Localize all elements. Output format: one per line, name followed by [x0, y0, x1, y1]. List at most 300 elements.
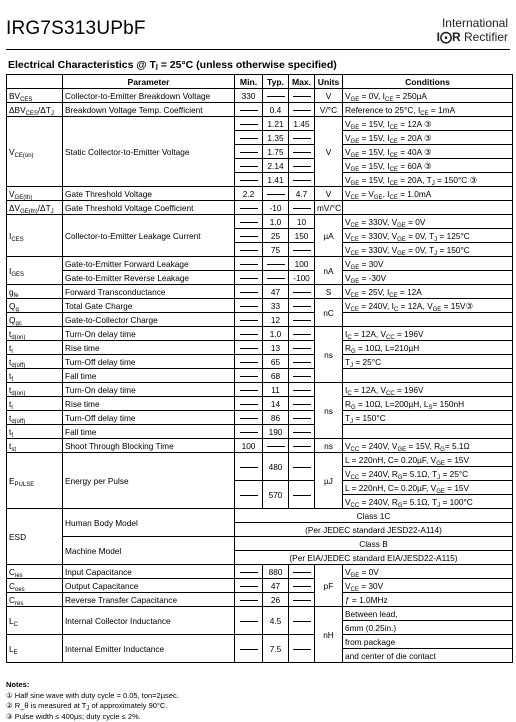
- dash-mark: [240, 404, 258, 405]
- cell-conditions: $R_G = 10\Omega$, L=200µH, $L_S= 150nH$: [343, 397, 513, 411]
- dash-mark: [240, 180, 258, 181]
- notes-title: Notes:: [6, 680, 30, 689]
- cell-typ: [263, 439, 289, 453]
- cell-max: [289, 397, 315, 411]
- cell-parameter: Gate Threshold Voltage: [63, 187, 235, 201]
- cell-min: [235, 383, 263, 397]
- cell-max: [289, 299, 315, 313]
- table-row: [7, 341, 513, 355]
- cell-units: V: [315, 89, 343, 103]
- cell-symbol: $E_{PULSE}$: [7, 453, 63, 509]
- cell-symbol: $\Delta V_{GE(th)}/\Delta T_J$: [7, 201, 63, 215]
- cell-typ: [263, 187, 289, 201]
- page-header: [0, 0, 516, 52]
- cell-conditions: $V_{GE} = 0V$, $I_{CE} = 250\mu A$: [343, 89, 513, 103]
- cell-min: [235, 411, 263, 425]
- cell-max: 100: [289, 257, 315, 271]
- cell-typ: 480: [263, 453, 289, 481]
- dash-mark: [240, 572, 258, 573]
- cell-units: nA: [315, 257, 343, 285]
- cell-symbol: $g_{fe}$: [7, 285, 63, 299]
- dash-mark: [240, 152, 258, 153]
- table-row: [7, 383, 513, 397]
- cell-min: [235, 453, 263, 481]
- cell-symbol: $I_{GES}$: [7, 257, 63, 285]
- cell-typ: [263, 257, 289, 271]
- dash-mark: [293, 348, 311, 349]
- cell-conditions: $I_C = 12A$, $V_{CC} = 196V$: [343, 327, 513, 341]
- cell-min: 330: [235, 89, 263, 103]
- cell-typ: 12: [263, 313, 289, 327]
- table-row: [7, 187, 513, 201]
- dash-mark: [293, 621, 311, 622]
- cell-conditions: $V_{GE} = 15V$, $I_{CE} = 12A$ ③: [343, 117, 513, 131]
- cell-conditions: [343, 201, 513, 215]
- cell-units: µJ: [315, 453, 343, 509]
- cell-conditions: $V_{CC} = 240V$, $R_G= 5.1\Omega$, $T_J = 25^\circ C$: [343, 467, 513, 481]
- table-row: [7, 103, 513, 117]
- cell-units: mV/°C: [315, 201, 343, 215]
- cell-max: 4.7: [289, 187, 315, 201]
- table-row: [7, 355, 513, 369]
- cell-symbol: $C_{oes}$: [7, 579, 63, 593]
- cell-parameter: Rise time: [63, 341, 235, 355]
- cell-conditions: L = 220nH, C= 0.20µF, $V_{GE} = 15V$: [343, 453, 513, 467]
- cell-typ: 1.21: [263, 117, 289, 131]
- cell-max: [289, 131, 315, 145]
- cell-units: ns: [315, 383, 343, 439]
- cell-min: [235, 593, 263, 607]
- cell-conditions: Class 1C: [235, 509, 513, 523]
- cell-typ: 2.14: [263, 159, 289, 173]
- dash-mark: [293, 432, 311, 433]
- cell-symbol: $V_{CE(on)}$: [7, 117, 63, 187]
- dash-mark: [267, 278, 285, 279]
- cell-symbol: $C_{res}$: [7, 593, 63, 607]
- table-row: [7, 425, 513, 439]
- cell-symbol: $t_{d(on)}$: [7, 383, 63, 397]
- dash-mark: [293, 467, 311, 468]
- cell-parameter: Gate-to-Emitter Reverse Leakage: [63, 271, 235, 285]
- table-row: [7, 537, 513, 551]
- header-conditions: Conditions: [343, 75, 513, 89]
- dash-mark: [240, 362, 258, 363]
- dash-mark: [240, 467, 258, 468]
- dash-mark: [293, 572, 311, 573]
- dash-mark: [293, 390, 311, 391]
- cell-min: [235, 271, 263, 285]
- cell-parameter: Output Capacitance: [63, 579, 235, 593]
- dash-mark: [240, 649, 258, 650]
- table-body: [7, 89, 513, 663]
- cell-min: [235, 355, 263, 369]
- header-max: Max.: [289, 75, 315, 89]
- cell-conditions: (Per JEDEC standard JESD22-A114): [235, 523, 513, 537]
- cell-max: [289, 145, 315, 159]
- cell-conditions: $V_{CE} = 330V$, $V_{GE} = 0V$: [343, 215, 513, 229]
- cell-min: [235, 635, 263, 663]
- cell-units: nH: [315, 607, 343, 663]
- cell-symbol: $BV_{CES}$: [7, 89, 63, 103]
- section-title: Electrical Characteristics @ Tⱼ = 25°C (unless otherwise specified): [8, 59, 337, 71]
- table-row: [7, 257, 513, 271]
- dash-mark: [293, 334, 311, 335]
- dash-mark: [293, 649, 311, 650]
- dash-mark: [240, 348, 258, 349]
- cell-parameter: Gate Threshold Voltage Coefficient: [63, 201, 235, 215]
- brand-name: International: [441, 16, 508, 30]
- dash-mark: [240, 292, 258, 293]
- table-row: [7, 285, 513, 299]
- cell-parameter: Input Capacitance: [63, 565, 235, 579]
- dash-mark: [293, 495, 311, 496]
- dash-mark: [240, 110, 258, 111]
- cell-typ: 880: [263, 565, 289, 579]
- cell-max: [289, 313, 315, 327]
- cell-conditions: $V_{CE} = 25V$, $I_{CE} = 12A$: [343, 285, 513, 299]
- cell-max: [289, 579, 315, 593]
- table-row: [7, 299, 513, 313]
- header-rule: [6, 49, 510, 50]
- cell-min: [235, 103, 263, 117]
- cell-symbol: $\Delta BV_{CES}/\Delta T_J$: [7, 103, 63, 117]
- table-row: [7, 201, 513, 215]
- dash-mark: [240, 600, 258, 601]
- cell-parameter: Machine Model: [63, 537, 235, 565]
- dash-mark: [240, 124, 258, 125]
- cell-conditions: (Per EIA/JEDEC standard EIA/JESD22-A115): [235, 551, 513, 565]
- brand-logo: [437, 30, 508, 44]
- cell-conditions: $V_{CE} = 240V$, $I_C = 12A$, $V_{GE}$ = 15V③: [343, 299, 513, 313]
- cell-conditions: [343, 313, 513, 327]
- table-row: [7, 565, 513, 579]
- dash-mark: [240, 264, 258, 265]
- cell-min: [235, 159, 263, 173]
- table-row: [7, 453, 513, 467]
- dash-mark: [240, 138, 258, 139]
- cell-units: V/°C: [315, 103, 343, 117]
- cell-max: [289, 327, 315, 341]
- cell-max: [289, 243, 315, 257]
- part-number: IRG7S313UPbF: [6, 18, 146, 39]
- dash-mark: [240, 166, 258, 167]
- cell-conditions: $I_C = 12A$, $V_{CC} = 196V$: [343, 383, 513, 397]
- header-symbol: [7, 75, 63, 89]
- cell-typ: [263, 271, 289, 285]
- cell-max: [289, 201, 315, 215]
- dash-mark: [240, 390, 258, 391]
- table-header-row: [7, 75, 513, 89]
- dash-mark: [267, 446, 285, 447]
- cell-parameter: Turn-Off delay time: [63, 411, 235, 425]
- note-1: ① Half sine wave with duty cycle = 0.05, ton=2µsec.: [6, 690, 179, 700]
- cell-max: 10: [289, 215, 315, 229]
- cell-parameter: Gate-to-Emitter Forward Leakage: [63, 257, 235, 271]
- dash-mark: [293, 418, 311, 419]
- dash-mark: [293, 250, 311, 251]
- cell-conditions: Class B: [235, 537, 513, 551]
- header-typ: Typ.: [263, 75, 289, 89]
- cell-min: [235, 397, 263, 411]
- cell-symbol: $I_{CES}$: [7, 215, 63, 257]
- cell-max: 150: [289, 229, 315, 243]
- cell-typ: 1.0: [263, 327, 289, 341]
- cell-max: [289, 383, 315, 397]
- dash-mark: [293, 96, 311, 97]
- cell-units: nC: [315, 299, 343, 327]
- cell-typ: -10: [263, 201, 289, 215]
- header-units: Units: [315, 75, 343, 89]
- dash-mark: [240, 432, 258, 433]
- cell-units: µA: [315, 215, 343, 257]
- dash-mark: [240, 376, 258, 377]
- cell-parameter: Total Gate Charge: [63, 299, 235, 313]
- cell-conditions: $T_J = 25^\circ C$: [343, 355, 513, 369]
- cell-conditions: Between lead,: [343, 607, 513, 621]
- cell-typ: 1.0: [263, 215, 289, 229]
- cell-min: [235, 131, 263, 145]
- dash-mark: [293, 152, 311, 153]
- cell-parameter: Human Body Model: [63, 509, 235, 537]
- brand-name-line2: Rectifier: [463, 30, 508, 44]
- cell-max: [289, 425, 315, 439]
- cell-typ: 1.41: [263, 173, 289, 187]
- cell-parameter: Turn-On delay time: [63, 327, 235, 341]
- cell-min: [235, 341, 263, 355]
- cell-parameter: Energy per Pulse: [63, 453, 235, 509]
- cell-min: [235, 257, 263, 271]
- cell-symbol: $Q_{gc}$: [7, 313, 63, 327]
- cell-symbol: $L_E$: [7, 635, 63, 663]
- dash-mark: [293, 292, 311, 293]
- cell-conditions: $V_{GE} = 15V$, $I_{CE} = 20A$, $T_J = 150^\circ C$ ③: [343, 173, 513, 187]
- table-row: [7, 89, 513, 103]
- cell-typ: 570: [263, 481, 289, 509]
- cell-parameter: Fall time: [63, 369, 235, 383]
- cell-symbol: $t_{d(on)}$: [7, 327, 63, 341]
- cell-parameter: Gate-to-Collector Charge: [63, 313, 235, 327]
- dash-mark: [293, 208, 311, 209]
- cell-conditions: $V_{GE} = 0V$: [343, 565, 513, 579]
- dash-mark: [240, 495, 258, 496]
- note-3: ③ Pulse width ≤ 400µs; duty cycle ≤ 2%.: [6, 711, 141, 721]
- cell-max: [289, 89, 315, 103]
- table-row: [7, 117, 513, 131]
- dash-mark: [293, 376, 311, 377]
- dash-mark: [293, 166, 311, 167]
- cell-units: ns: [315, 439, 343, 453]
- brand-logo-mark: I⨀R: [436, 30, 461, 44]
- cell-max: [289, 635, 315, 663]
- cell-typ: 190: [263, 425, 289, 439]
- cell-max: [289, 285, 315, 299]
- cell-conditions: $V_{CE} = 330V$, $V_{GE} = 0V$, $T_J = 150^\circ C$: [343, 243, 513, 257]
- cell-conditions: $V_{CC} = 240V$, $V_{GE} = 15V$, $R_G= 5.1\Omega$: [343, 439, 513, 453]
- cell-min: [235, 425, 263, 439]
- cell-typ: 11: [263, 383, 289, 397]
- cell-typ: 33: [263, 299, 289, 313]
- cell-conditions: from package: [343, 635, 513, 649]
- cell-symbol: $t_r$: [7, 341, 63, 355]
- table-row: [7, 593, 513, 607]
- cell-typ: 68: [263, 369, 289, 383]
- cell-parameter: Shoot Through Blocking Time: [63, 439, 235, 453]
- table-row: [7, 607, 513, 621]
- cell-conditions: $T_J = 150^\circ C$: [343, 411, 513, 425]
- cell-max: [289, 103, 315, 117]
- cell-typ: 47: [263, 285, 289, 299]
- dash-mark: [240, 236, 258, 237]
- cell-min: [235, 565, 263, 579]
- cell-max: [289, 593, 315, 607]
- cell-parameter: Forward Transconductance: [63, 285, 235, 299]
- cell-min: [235, 201, 263, 215]
- cell-symbol: $t_{st}$: [7, 439, 63, 453]
- cell-units: V: [315, 187, 343, 201]
- cell-symbol: $V_{GE(th)}$: [7, 187, 63, 201]
- dash-mark: [240, 586, 258, 587]
- table-row: [7, 397, 513, 411]
- cell-min: [235, 243, 263, 257]
- notes: [6, 680, 179, 722]
- cell-parameter: Collector-to-Emitter Leakage Current: [63, 215, 235, 257]
- dash-mark: [240, 320, 258, 321]
- dash-mark: [293, 138, 311, 139]
- cell-typ: 4.5: [263, 607, 289, 635]
- cell-min: [235, 173, 263, 187]
- cell-parameter: Breakdown Voltage Temp. Coefficient: [63, 103, 235, 117]
- cell-typ: 86: [263, 411, 289, 425]
- cell-max: [289, 159, 315, 173]
- cell-conditions: ƒ = 1.0MHz: [343, 593, 513, 607]
- cell-max: [289, 453, 315, 481]
- cell-parameter: Static Collector-to-Emitter Voltage: [63, 117, 235, 187]
- cell-parameter: Collector-to-Emitter Breakdown Voltage: [63, 89, 235, 103]
- cell-max: [289, 439, 315, 453]
- dash-mark: [240, 222, 258, 223]
- cell-symbol: $t_r$: [7, 397, 63, 411]
- cell-typ: 7.5: [263, 635, 289, 663]
- cell-max: [289, 173, 315, 187]
- header-min: Min.: [235, 75, 263, 89]
- cell-parameter: Turn-Off delay time: [63, 355, 235, 369]
- dash-mark: [267, 96, 285, 97]
- cell-units: pF: [315, 565, 343, 607]
- table-row: [7, 439, 513, 453]
- electrical-characteristics-table: [6, 74, 513, 663]
- cell-typ: 13: [263, 341, 289, 355]
- cell-min: [235, 313, 263, 327]
- cell-min: [235, 299, 263, 313]
- cell-parameter: Internal Emitter Inductance: [63, 635, 235, 663]
- cell-units: ns: [315, 327, 343, 383]
- cell-conditions: $V_{CE} = 330V$, $V_{GE} = 0V$, $T_J = 125^\circ C$: [343, 229, 513, 243]
- dash-mark: [267, 264, 285, 265]
- cell-conditions: $V_{GE} = 15V$, $I_{CE} = 40A$ ③: [343, 145, 513, 159]
- cell-min: [235, 327, 263, 341]
- cell-max: [289, 607, 315, 635]
- cell-parameter: Rise time: [63, 397, 235, 411]
- cell-conditions: $V_{CC} = 240V$, $R_G= 5.1\Omega$, $T_J = 100^\circ C$: [343, 495, 513, 509]
- cell-min: [235, 215, 263, 229]
- dash-mark: [240, 250, 258, 251]
- cell-min: [235, 117, 263, 131]
- header-parameter: Parameter: [63, 75, 235, 89]
- dash-mark: [240, 621, 258, 622]
- dash-mark: [293, 180, 311, 181]
- cell-typ: 26: [263, 593, 289, 607]
- cell-symbol: $L_C$: [7, 607, 63, 635]
- cell-conditions: and center of die contact: [343, 649, 513, 663]
- cell-conditions: L = 220nH, C= 0.20µF, $V_{GE} = 15V$: [343, 481, 513, 495]
- cell-typ: 65: [263, 355, 289, 369]
- cell-parameter: Internal Collector Inductance: [63, 607, 235, 635]
- cell-typ: [263, 89, 289, 103]
- cell-conditions: 6mm (0.25in.): [343, 621, 513, 635]
- dash-mark: [293, 306, 311, 307]
- cell-typ: 1.35: [263, 131, 289, 145]
- cell-max: 1.45: [289, 117, 315, 131]
- dash-mark: [293, 404, 311, 405]
- table-row: [7, 509, 513, 523]
- cell-typ: 14: [263, 397, 289, 411]
- cell-max: [289, 411, 315, 425]
- cell-typ: 47: [263, 579, 289, 593]
- cell-symbol: ESD: [7, 509, 63, 565]
- cell-min: [235, 145, 263, 159]
- cell-conditions: $V_{GE} = 15V$, $I_{CE} = 60A$ ③: [343, 159, 513, 173]
- cell-max: [289, 565, 315, 579]
- table-row: [7, 327, 513, 341]
- cell-min: [235, 481, 263, 509]
- cell-typ: 1.75: [263, 145, 289, 159]
- cell-symbol: $t_{d(off)}$: [7, 355, 63, 369]
- cell-conditions: $V_{GE} = -30V$: [343, 271, 513, 285]
- table-row: [7, 369, 513, 383]
- cell-parameter: Reverse Transfer Capacitance: [63, 593, 235, 607]
- dash-mark: [293, 446, 311, 447]
- cell-min: [235, 607, 263, 635]
- cell-symbol: $t_{d(off)}$: [7, 411, 63, 425]
- dash-mark: [293, 362, 311, 363]
- cell-parameter: Fall time: [63, 425, 235, 439]
- dash-mark: [293, 110, 311, 111]
- dash-mark: [240, 418, 258, 419]
- cell-units: S: [315, 285, 343, 299]
- cell-units: V: [315, 117, 343, 187]
- cell-typ: 0.4: [263, 103, 289, 117]
- cell-conditions: $V_{CE} = 30V$: [343, 579, 513, 593]
- cell-max: [289, 355, 315, 369]
- table-row: [7, 215, 513, 229]
- dash-mark: [293, 600, 311, 601]
- dash-mark: [293, 586, 311, 587]
- cell-conditions: $V_{GE} = 15V$, $I_{CE} = 20A$ ③: [343, 131, 513, 145]
- table-row: [7, 579, 513, 593]
- cell-typ: 25: [263, 229, 289, 243]
- cell-parameter: Turn-On delay time: [63, 383, 235, 397]
- cell-symbol: $C_{ies}$: [7, 565, 63, 579]
- cell-max: [289, 481, 315, 509]
- cell-min: [235, 285, 263, 299]
- cell-conditions: $V_{CE} = V_{GE}$, $I_{CE} = 1.0mA$: [343, 187, 513, 201]
- note-2: ② R_θ is measured at $T_J$ of approximately 90°C.: [6, 701, 168, 712]
- cell-min: [235, 369, 263, 383]
- cell-symbol: $t_f$: [7, 369, 63, 383]
- table-row: [7, 411, 513, 425]
- cell-conditions: [343, 425, 513, 439]
- cell-min: 2.2: [235, 187, 263, 201]
